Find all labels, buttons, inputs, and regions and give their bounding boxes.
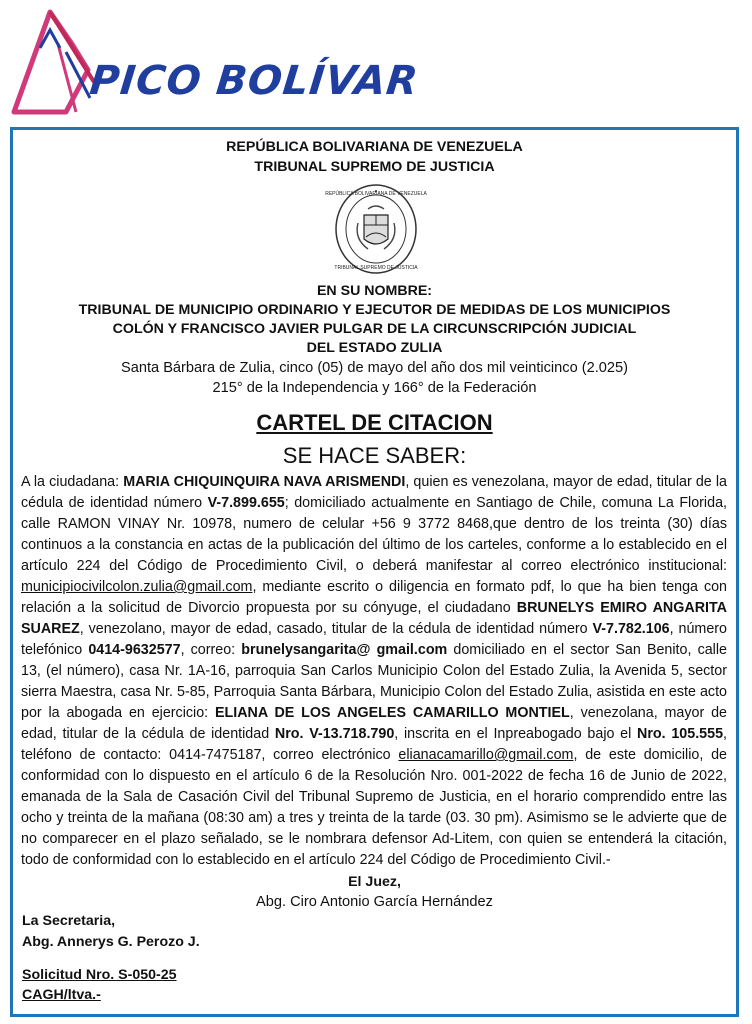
seal-top-text: REPÚBLICA BOLIVARIANA DE VENEZUELA: [325, 191, 427, 197]
petitioner-phone: 0414-9632577: [88, 642, 181, 658]
secretary-name: Abg. Annerys G. Perozo J.: [22, 934, 200, 950]
court-seal: [325, 183, 427, 275]
body-text: , de este domicilio, de conformidad con lo dispuesto en el artículo 6 de la Resolución Nro. 001-2022 de fecha 16 de Junio de 2022, emanada de la Sala de Casación Civil del Tribunal Supremo de Justicia, en el horario comprendido entre las ocho y treinta de la mañana (08:30 am) a tres y treinta de la tarde (03. 30 pm). Asimismo se le advierte que de no comparecer en el plazo señalado, se le nombrara defensor Ad-Litem, con quien se entenderá la citación, todo de conformidad con lo establecido en el artículo 224 del Código de Procedimiento Civil.-: [21, 747, 727, 868]
body-text: , venezolano, mayor de edad, casado, titular de la cédula de identidad número: [79, 621, 593, 637]
seal-bottom-text: TRIBUNAL SUPREMO DE JUSTICIA: [334, 265, 418, 271]
header-republic: REPÚBLICA BOLIVARIANA DE VENEZUELA: [226, 139, 523, 155]
hace-saber-title: SE HACE SABER:: [282, 443, 467, 468]
petitioner-name: BRUNELYS EMIRO ANGARITA SUAREZ: [21, 600, 727, 637]
logo-text: PICO BOLÍVAR: [87, 58, 421, 104]
petitioner-id: V-7.782.106: [592, 621, 670, 637]
petitioner-email-domain: gmail.com: [376, 642, 448, 658]
court-email-link[interactable]: municipiocivilcolon.zulia@gmail.com: [21, 579, 253, 595]
attorney-inpreabogado: Nro. 105.555: [637, 726, 724, 742]
citation-body: [21, 472, 727, 871]
secretary-title: La Secretaria,: [22, 913, 116, 929]
body-text: ; domiciliado actualmente en Santiago de Chile, comuna La Florida, calle RAMON VINAY Nr. 10978, numero de celular +56 9 3772 8468,que dentro de los treinta (30) días continuos a la constancia en actas de la publicación del último de los carteles, conforme a lo establecido en el artículo 224 del Código de Procedimiento Civil, o deberá manifestar al correo electrónico institucional:: [21, 495, 727, 574]
pico-bolivar-logo: [10, 8, 421, 120]
body-text: , inscrita en el Inpreabogado bajo el: [394, 726, 638, 742]
court-date: Santa Bárbara de Zulia, cinco (05) de mayo del año dos mil veinticinco (2.025): [121, 360, 628, 376]
petitioner-email: brunelysangarita@: [241, 642, 371, 658]
body-text: , venezolana, mayor de edad, titular de la cédula de identidad: [21, 705, 727, 742]
court-years: 215° de la Independencia y 166° de la Federación: [212, 380, 537, 396]
attorney-id: Nro. V-13.718.790: [274, 726, 395, 742]
cartel-title: CARTEL DE CITACION: [256, 410, 493, 435]
header-tribunal: TRIBUNAL SUPREMO DE JUSTICIA: [254, 159, 495, 175]
attorney-email-link[interactable]: elianacamarillo@gmail.com: [398, 747, 574, 763]
court-name-line2: COLÓN Y FRANCISCO JAVIER PULGAR DE LA CIRCUNSCRIPCIÓN JUDICIAL: [112, 321, 637, 337]
court-name-line3: DEL ESTADO ZULIA: [306, 340, 443, 356]
respondent-id: V-7.899.655: [207, 495, 285, 511]
body-text: , quien es venezolana, mayor de edad, titular de la cédula de identidad número: [21, 474, 727, 511]
court-name-line1: TRIBUNAL DE MUNICIPIO ORDINARIO Y EJECUTOR DE MEDIDAS DE LOS MUNICIPIOS: [78, 302, 671, 318]
body-text: A la ciudadana:: [21, 474, 124, 490]
respondent-name: MARIA CHIQUINQUIRA NAVA ARISMENDI: [123, 474, 406, 490]
body-text: , mediante escrito o diligencia en formato pdf, lo que ha bien tenga con relación a la solicitud de Divorcio propuesta por su cónyuge, el ciudadano: [21, 579, 727, 616]
reference-initials: CAGH/ltva.-: [22, 987, 101, 1003]
attorney-name: ELIANA DE LOS ANGELES CAMARILLO MONTIEL: [214, 705, 570, 721]
court-en-su-nombre: EN SU NOMBRE:: [316, 283, 433, 299]
judge-name: Abg. Ciro Antonio García Hernández: [256, 894, 493, 910]
body-text: , correo:: [180, 642, 242, 658]
body-text: , número telefónico: [21, 621, 727, 658]
coat-of-arms-icon: [325, 183, 427, 275]
body-text: , teléfono de contacto: 0414-7475187, correo electrónico: [21, 726, 728, 763]
judge-title: El Juez,: [348, 874, 401, 890]
solicitud-number: Solicitud Nro. S-050-25: [22, 967, 177, 983]
body-text: domiciliado en el sector San Benito, calle 13, (el número), casa Nr. 1A-16, parroquia San Carlos Municipio Colon del Estado Zulia, la Avenida 5, sector sierra Maestra, casa Nr. 5-85, Parroquia Santa Bárbara, Municipio Colon del Estado Zulia, asistida en este acto por la abogada en ejercicio:: [21, 642, 727, 721]
